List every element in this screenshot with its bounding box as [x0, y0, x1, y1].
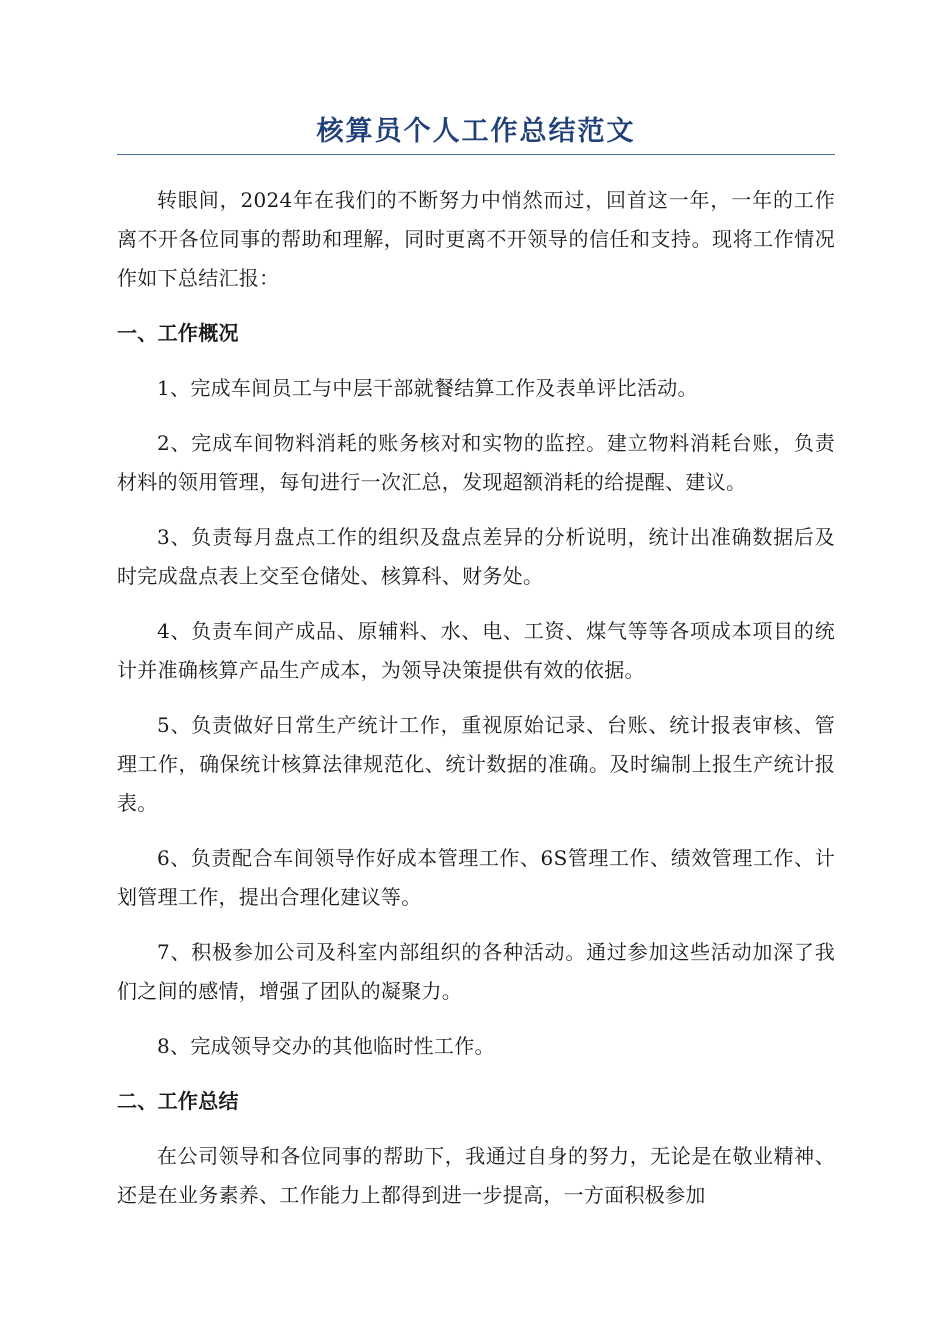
overview-item-8: 8、完成领导交办的其他临时性工作。 — [157, 1034, 495, 1058]
summary-paragraph: 在公司领导和各位同事的帮助下，我通过自身的努力，无论是在敬业精神、还是在业务素养、工作能力上都得到进一步提高，一方面积极参加 — [117, 1144, 835, 1207]
overview-item-1: 1、完成车间员工与中层干部就餐结算工作及表单评比活动。 — [157, 376, 698, 400]
overview-item-4: 4、负责车间产成品、原辅料、水、电、工资、煤气等等各项成本项目的统计并准确核算产品生产成本，为领导决策提供有效的依据。 — [117, 619, 835, 682]
overview-item-7: 7、积极参加公司及科室内部组织的各种活动。通过参加这些活动加深了我们之间的感情，增强了团队的凝聚力。 — [117, 940, 835, 1003]
document-page — [117, 112, 835, 1215]
overview-item-6: 6、负责配合车间领导作好成本管理工作、6S管理工作、绩效管理工作、计划管理工作，提出合理化建议等。 — [117, 846, 835, 909]
section-heading-summary: 二、工作总结 — [117, 1089, 239, 1113]
document-title: 核算员个人工作总结范文 — [316, 116, 636, 147]
overview-item-2: 2、完成车间物料消耗的账务核对和实物的监控。建立物料消耗台账，负责材料的领用管理，每旬进行一次汇总，发现超额消耗的给提醒、建议。 — [117, 431, 835, 494]
overview-item-3: 3、负责每月盘点工作的组织及盘点差异的分析说明，统计出准确数据后及时完成盘点表上交至仓储处、核算科、财务处。 — [117, 525, 835, 588]
section-heading-overview: 一、工作概况 — [117, 321, 239, 345]
overview-item-5: 5、负责做好日常生产统计工作，重视原始记录、台账、统计报表审核、管理工作，确保统计核算法律规范化、统计数据的准确。及时编制上报生产统计报表。 — [117, 713, 835, 815]
intro-paragraph: 转眼间，2024年在我们的不断努力中悄然而过，回首这一年，一年的工作离不开各位同事的帮助和理解，同时更离不开领导的信任和支持。现将工作情况作如下总结汇报： — [117, 188, 835, 290]
